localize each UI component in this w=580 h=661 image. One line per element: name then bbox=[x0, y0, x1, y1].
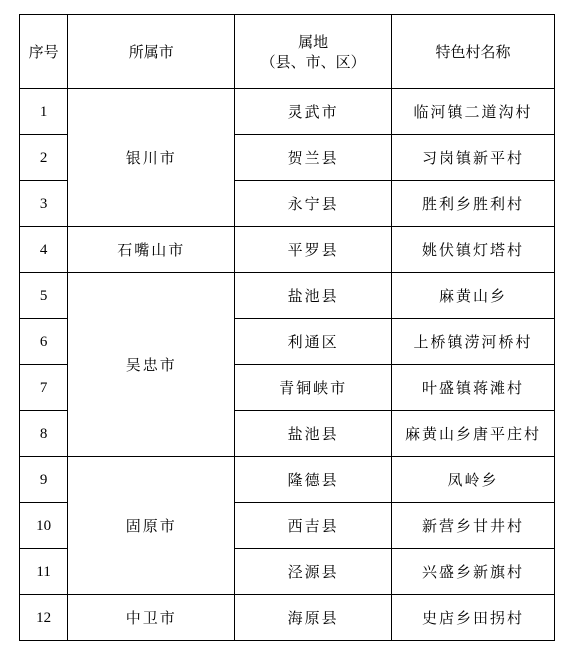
village-cell: 新营乡甘井村 bbox=[392, 503, 555, 549]
village-cell: 史店乡田拐村 bbox=[392, 595, 555, 641]
row-index: 12 bbox=[20, 595, 68, 641]
village-cell: 兴盛乡新旗村 bbox=[392, 549, 555, 595]
village-cell: 麻黄山乡唐平庄村 bbox=[392, 411, 555, 457]
county-cell: 泾源县 bbox=[235, 549, 392, 595]
header-county-line1: 属地 bbox=[298, 32, 329, 51]
city-cell: 固原市 bbox=[68, 457, 235, 595]
county-cell: 隆德县 bbox=[235, 457, 392, 503]
table-row bbox=[20, 595, 555, 641]
county-cell: 贺兰县 bbox=[235, 135, 392, 181]
row-index: 10 bbox=[20, 503, 68, 549]
county-cell: 平罗县 bbox=[235, 227, 392, 273]
row-index: 7 bbox=[20, 365, 68, 411]
table-row bbox=[20, 273, 555, 319]
village-cell: 凤岭乡 bbox=[392, 457, 555, 503]
village-cell: 姚伏镇灯塔村 bbox=[392, 227, 555, 273]
city-cell: 石嘴山市 bbox=[68, 227, 235, 273]
header-index: 序号 bbox=[20, 15, 68, 89]
village-cell: 临河镇二道沟村 bbox=[392, 89, 555, 135]
header-village: 特色村名称 bbox=[392, 15, 555, 89]
row-index: 9 bbox=[20, 457, 68, 503]
table-row bbox=[20, 227, 555, 273]
county-cell: 利通区 bbox=[235, 319, 392, 365]
row-index: 5 bbox=[20, 273, 68, 319]
county-cell: 盐池县 bbox=[235, 411, 392, 457]
village-cell: 胜利乡胜利村 bbox=[392, 181, 555, 227]
villages-table bbox=[19, 14, 555, 641]
county-cell: 盐池县 bbox=[235, 273, 392, 319]
county-cell: 西吉县 bbox=[235, 503, 392, 549]
row-index: 8 bbox=[20, 411, 68, 457]
county-cell: 海原县 bbox=[235, 595, 392, 641]
county-cell: 永宁县 bbox=[235, 181, 392, 227]
village-cell: 麻黄山乡 bbox=[392, 273, 555, 319]
village-cell: 习岗镇新平村 bbox=[392, 135, 555, 181]
header-county-line2: （县、市、区） bbox=[260, 52, 366, 71]
row-index: 11 bbox=[20, 549, 68, 595]
city-cell: 银川市 bbox=[68, 89, 235, 227]
row-index: 2 bbox=[20, 135, 68, 181]
header-county bbox=[235, 15, 392, 89]
row-index: 6 bbox=[20, 319, 68, 365]
village-cell: 上桥镇涝河桥村 bbox=[392, 319, 555, 365]
table-row bbox=[20, 457, 555, 503]
city-cell: 中卫市 bbox=[68, 595, 235, 641]
row-index: 4 bbox=[20, 227, 68, 273]
county-cell: 灵武市 bbox=[235, 89, 392, 135]
header-city: 所属市 bbox=[68, 15, 235, 89]
village-cell: 叶盛镇蒋滩村 bbox=[392, 365, 555, 411]
table-row bbox=[20, 89, 555, 135]
county-cell: 青铜峡市 bbox=[235, 365, 392, 411]
row-index: 3 bbox=[20, 181, 68, 227]
city-cell: 吴忠市 bbox=[68, 273, 235, 457]
row-index: 1 bbox=[20, 89, 68, 135]
table-header-row bbox=[20, 15, 555, 89]
